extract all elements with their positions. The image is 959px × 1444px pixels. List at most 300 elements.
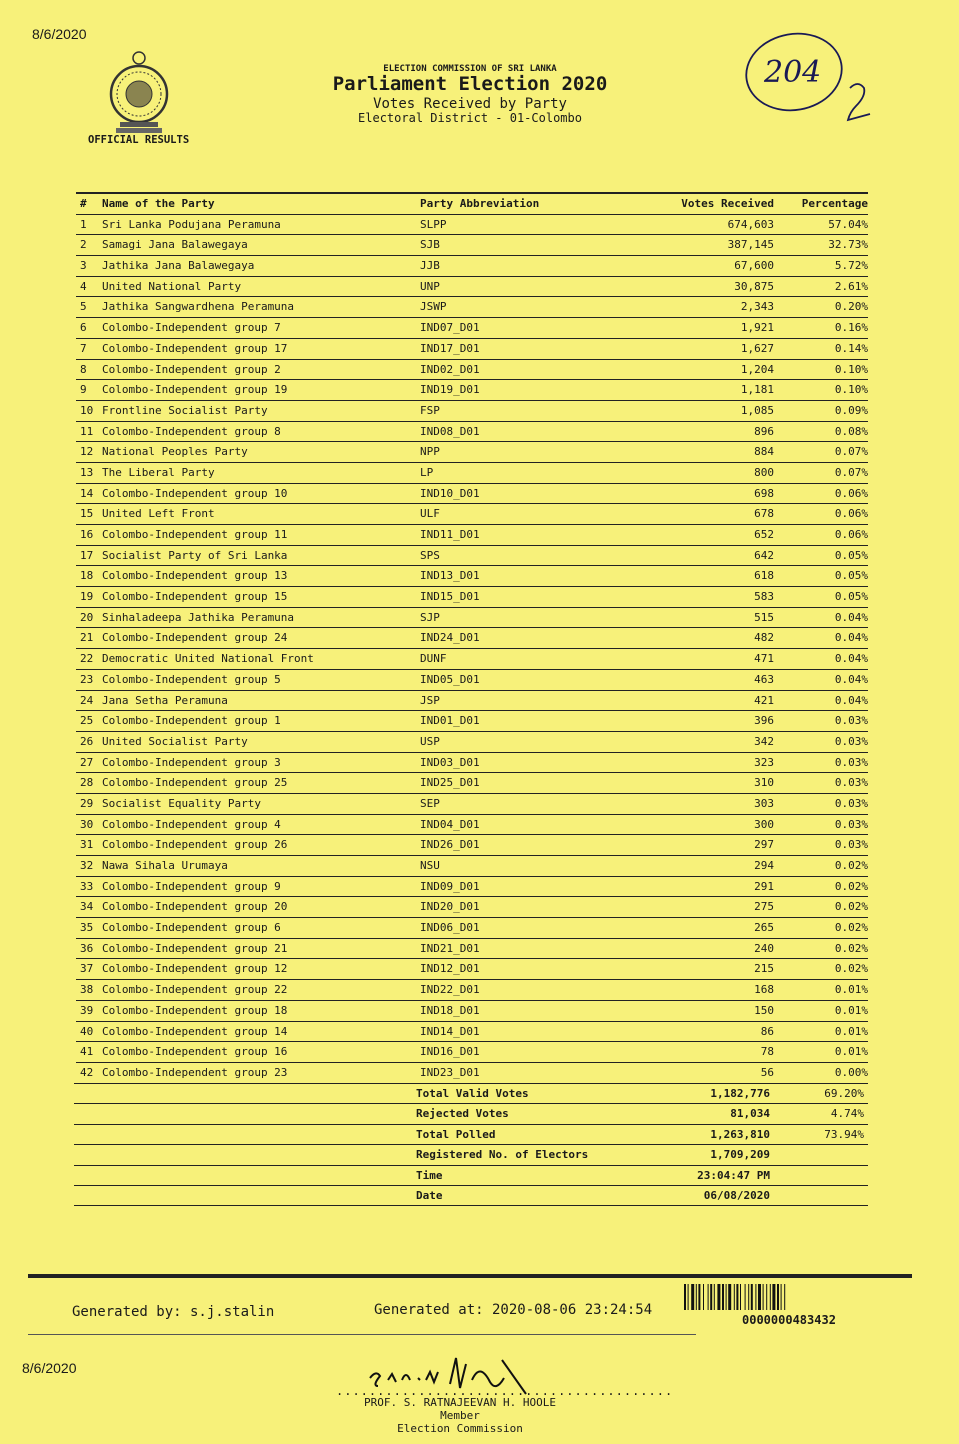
vote-percentage: 0.09% (834, 403, 868, 417)
party-abbreviation: IND19_D01 (420, 383, 480, 397)
party-name: Colombo-Independent group 19 (102, 383, 288, 397)
party-name: Socialist Party of Sri Lanka (102, 548, 288, 562)
row-number: 35 (80, 921, 94, 935)
vote-percentage: 5.72% (834, 259, 868, 273)
barcode-bar (710, 1284, 712, 1310)
votes-received: 678 (754, 507, 774, 521)
signatory-block (340, 1396, 580, 1436)
summary-value: 06/08/2020 (703, 1188, 770, 1202)
votes-received: 78 (760, 1045, 774, 1059)
barcode-bar (781, 1284, 782, 1310)
summary-label: Time (416, 1168, 443, 1182)
party-name: Colombo-Independent group 13 (102, 569, 288, 583)
barcode-bar (770, 1284, 771, 1310)
barcode-bar (755, 1284, 756, 1310)
votes-received: 150 (754, 1003, 774, 1017)
vote-percentage: 0.03% (834, 817, 868, 831)
party-name: Jathika Sangwardhena Peramuna (102, 300, 295, 314)
row-number: 4 (80, 279, 87, 293)
party-name: Colombo-Independent group 17 (102, 341, 288, 355)
summary-label: Total Polled (416, 1127, 496, 1141)
party-name: Colombo-Independent group 7 (102, 321, 281, 335)
votes-received: 583 (754, 590, 774, 604)
barcode-bar (696, 1284, 697, 1310)
party-abbreviation: IND05_D01 (420, 672, 480, 686)
party-abbreviation: IND20_D01 (420, 900, 480, 914)
table-row (76, 1063, 868, 1084)
table-row (76, 504, 868, 525)
election-title: Parliament Election 2020 (332, 73, 608, 96)
party-abbreviation: IND14_D01 (420, 1024, 480, 1038)
summary-label: Total Valid Votes (416, 1087, 529, 1100)
table-row (76, 877, 868, 898)
party-name: Colombo-Independent group 1 (102, 714, 281, 728)
summary-percentage: 73.94% (824, 1127, 864, 1141)
row-number: 40 (80, 1024, 94, 1038)
votes-received: 618 (754, 569, 774, 583)
row-number: 32 (80, 859, 94, 872)
barcode-bar (745, 1284, 746, 1310)
votes-received: 265 (754, 921, 774, 935)
table-row (76, 318, 868, 339)
table-row (76, 235, 868, 256)
barcode-bar (684, 1284, 686, 1310)
votes-received: 67,600 (734, 259, 774, 273)
party-name: Sinhaladeepa Jathika Peramuna (102, 610, 295, 624)
footer-divider (28, 1274, 912, 1278)
party-abbreviation: IND02_D01 (420, 362, 480, 376)
party-name: Democratic United National Front (102, 652, 314, 666)
vote-percentage: 0.01% (834, 1024, 868, 1038)
header-abbreviation: Party Abbreviation (420, 197, 540, 210)
summary-row (74, 1084, 868, 1104)
party-name: Colombo-Independent group 20 (102, 900, 288, 914)
vote-percentage: 0.03% (834, 838, 868, 852)
party-abbreviation: IND24_D01 (420, 631, 480, 645)
table-row (76, 753, 868, 774)
row-number: 2 (80, 238, 87, 252)
table-row (76, 360, 868, 381)
vote-percentage: 0.02% (834, 859, 868, 872)
row-number: 27 (80, 755, 94, 769)
table-row (76, 339, 868, 360)
barcode-bar (748, 1284, 749, 1310)
print-date-top: 8/6/2020 (32, 26, 87, 42)
summary-label: Rejected Votes (416, 1107, 509, 1121)
row-number: 33 (80, 879, 94, 893)
votes-received: 482 (754, 631, 774, 645)
party-abbreviation: IND07_D01 (420, 321, 480, 335)
vote-percentage: 0.06% (834, 486, 868, 500)
sri-lanka-emblem-icon (106, 50, 172, 136)
party-abbreviation: USP (420, 734, 440, 748)
table-row (76, 1022, 868, 1043)
commission-name: ELECTION COMMISSION OF SRI LANKA (383, 64, 557, 74)
vote-percentage: 0.16% (834, 321, 868, 335)
party-name: Colombo-Independent group 9 (102, 879, 281, 893)
table-row (76, 897, 868, 918)
row-number: 25 (80, 714, 94, 728)
party-name: Colombo-Independent group 10 (102, 486, 288, 500)
vote-percentage: 0.06% (834, 507, 868, 521)
vote-percentage: 0.07% (834, 445, 868, 459)
party-abbreviation: ULF (420, 507, 440, 521)
row-number: 38 (80, 983, 94, 997)
summary-percentage: 69.20% (824, 1087, 864, 1100)
summary-table (74, 1083, 868, 1206)
row-number: 17 (80, 548, 94, 562)
votes-received: 310 (754, 776, 774, 790)
votes-received: 86 (760, 1024, 774, 1038)
party-name: Colombo-Independent group 3 (102, 755, 281, 769)
vote-percentage: 0.04% (834, 672, 868, 686)
barcode-bar (726, 1284, 727, 1310)
party-abbreviation: IND09_D01 (420, 879, 480, 893)
party-abbreviation: JSP (420, 693, 440, 707)
table-body (76, 215, 868, 1084)
summary-row (74, 1145, 868, 1165)
vote-percentage: 0.01% (834, 1003, 868, 1017)
vote-percentage: 2.61% (834, 279, 868, 293)
row-number: 41 (80, 1045, 94, 1059)
table-row (76, 732, 868, 753)
row-number: 26 (80, 734, 94, 748)
row-number: 7 (80, 341, 87, 355)
votes-received: 240 (754, 941, 774, 955)
table-row (76, 628, 868, 649)
party-abbreviation: IND18_D01 (420, 1003, 480, 1017)
vote-percentage: 0.03% (834, 714, 868, 728)
party-abbreviation: NPP (420, 445, 440, 459)
summary-value: 23:04:47 PM (697, 1168, 770, 1182)
party-abbreviation: IND04_D01 (420, 817, 480, 831)
votes-received: 323 (754, 755, 774, 769)
table-row (76, 773, 868, 794)
barcode-icon (684, 1284, 902, 1310)
votes-received: 896 (754, 424, 774, 438)
header-votes: Votes Received (681, 197, 774, 210)
vote-percentage: 0.02% (834, 941, 868, 955)
summary-label: Date (416, 1188, 443, 1202)
party-abbreviation: IND12_D01 (420, 962, 480, 976)
votes-received: 275 (754, 900, 774, 914)
vote-percentage: 0.01% (834, 1045, 868, 1059)
party-abbreviation: SJP (420, 610, 440, 624)
party-name: Colombo-Independent group 6 (102, 921, 281, 935)
row-number: 20 (80, 610, 94, 624)
handwritten-page-number (742, 26, 882, 126)
summary-row (74, 1125, 868, 1145)
row-number: 23 (80, 672, 94, 686)
table-row (76, 422, 868, 443)
party-abbreviation: FSP (420, 403, 440, 417)
barcode-bar (736, 1284, 738, 1310)
party-abbreviation: SEP (420, 796, 440, 810)
party-abbreviation: IND21_D01 (420, 941, 480, 955)
votes-received: 1,921 (740, 321, 774, 335)
table-row (76, 835, 868, 856)
row-number: 29 (80, 796, 94, 810)
vote-percentage: 0.01% (834, 983, 868, 997)
row-number: 34 (80, 900, 94, 914)
barcode-bar (784, 1284, 785, 1310)
party-name: United Left Front (102, 507, 215, 521)
barcode-bar (740, 1284, 741, 1310)
summary-row (74, 1186, 868, 1206)
table-row (76, 256, 868, 277)
party-name: Colombo-Independent group 5 (102, 672, 281, 686)
party-abbreviation: JJB (420, 259, 440, 273)
summary-row (74, 1166, 868, 1186)
table-row (76, 1042, 868, 1063)
row-number: 6 (80, 321, 87, 335)
party-abbreviation: IND01_D01 (420, 714, 480, 728)
row-number: 28 (80, 776, 94, 790)
vote-percentage: 0.05% (834, 569, 868, 583)
table-row (76, 546, 868, 567)
party-abbreviation: IND10_D01 (420, 486, 480, 500)
barcode-bar (691, 1284, 694, 1310)
row-number: 14 (80, 486, 94, 500)
vote-percentage: 0.02% (834, 879, 868, 893)
party-abbreviation: IND16_D01 (420, 1045, 480, 1059)
barcode-bar (766, 1284, 767, 1310)
votes-received: 1,204 (740, 362, 774, 376)
votes-received: 471 (754, 652, 774, 666)
table-row (76, 670, 868, 691)
row-number: 11 (80, 424, 94, 438)
table-row (76, 566, 868, 587)
table-row (76, 297, 868, 318)
generated-at: Generated at: 2020-08-06 23:24:54 (374, 1302, 653, 1318)
party-abbreviation: IND22_D01 (420, 983, 480, 997)
votes-received: 297 (754, 838, 774, 852)
signatory-role: Member (440, 1409, 480, 1423)
party-abbreviation: IND03_D01 (420, 755, 480, 769)
party-abbreviation: DUNF (420, 652, 447, 666)
header-percentage: Percentage (801, 197, 868, 210)
party-abbreviation: LP (420, 465, 434, 479)
vote-percentage: 0.10% (834, 362, 868, 376)
party-name: Colombo-Independent group 15 (102, 590, 288, 604)
row-number: 3 (80, 259, 87, 273)
party-name: Colombo-Independent group 24 (102, 631, 288, 645)
votes-received: 300 (754, 817, 774, 831)
row-number: 1 (80, 217, 87, 231)
party-abbreviation: IND23_D01 (420, 1065, 480, 1079)
vote-percentage: 0.04% (834, 610, 868, 624)
signatory-name: PROF. S. RATNAJEEVAN H. HOOLE (363, 1396, 557, 1409)
summary-value: 1,263,810 (710, 1127, 770, 1141)
vote-percentage: 0.02% (834, 962, 868, 976)
party-name: Colombo-Independent group 25 (102, 776, 288, 790)
party-name: Jana Setha Peramuna (102, 693, 228, 707)
vote-percentage: 0.02% (834, 921, 868, 935)
vote-percentage: 0.04% (834, 631, 868, 645)
party-abbreviation: NSU (420, 859, 440, 872)
barcode-bar (698, 1284, 700, 1310)
party-abbreviation: IND15_D01 (420, 590, 480, 604)
party-name: United Socialist Party (102, 734, 248, 748)
votes-received: 2,343 (740, 300, 774, 314)
document-header (300, 64, 640, 126)
handwritten-number: 204 (764, 55, 822, 90)
vote-percentage: 0.08% (834, 424, 868, 438)
votes-received: 800 (754, 465, 774, 479)
vote-percentage: 0.03% (834, 734, 868, 748)
votes-received: 291 (754, 879, 774, 893)
print-date-bottom: 8/6/2020 (22, 1360, 77, 1376)
votes-received: 168 (754, 983, 774, 997)
votes-received: 698 (754, 486, 774, 500)
party-abbreviation: SJB (420, 238, 440, 252)
table-row (76, 442, 868, 463)
vote-percentage: 0.05% (834, 548, 868, 562)
vote-percentage: 0.02% (834, 900, 868, 914)
summary-value: 1,709,209 (710, 1148, 770, 1162)
row-number: 37 (80, 962, 94, 976)
table-row (76, 711, 868, 732)
vote-percentage: 0.05% (834, 590, 868, 604)
votes-received: 30,875 (734, 279, 774, 293)
party-name: Colombo-Independent group 8 (102, 424, 281, 438)
report-title: Votes Received by Party (373, 96, 567, 113)
votes-received: 396 (754, 714, 774, 728)
footer-thin-divider (28, 1334, 696, 1335)
table-row (76, 815, 868, 836)
row-number: 36 (80, 941, 94, 955)
party-name: Jathika Jana Balawegaya (102, 259, 255, 273)
votes-received: 1,181 (740, 383, 774, 397)
row-number: 13 (80, 465, 94, 479)
table-row (76, 463, 868, 484)
official-results-label: OFFICIAL RESULTS (88, 134, 190, 146)
summary-value: 81,034 (730, 1107, 770, 1121)
row-number: 39 (80, 1003, 94, 1017)
table-row (76, 856, 868, 877)
table-row (76, 691, 868, 712)
vote-percentage: 0.03% (834, 776, 868, 790)
table-header-row (76, 192, 868, 215)
party-name: Colombo-Independent group 16 (102, 1045, 288, 1059)
barcode-bar (777, 1284, 779, 1310)
party-abbreviation: JSWP (420, 300, 447, 314)
barcode-bar (772, 1284, 775, 1310)
barcode-bar (708, 1284, 709, 1310)
vote-percentage: 32.73% (828, 238, 868, 252)
summary-percentage: 4.74% (830, 1107, 864, 1121)
electoral-district: Electoral District - 01-Colombo (358, 111, 582, 126)
row-number: 22 (80, 652, 94, 666)
row-number: 31 (80, 838, 94, 852)
party-name: Samagi Jana Balawegaya (102, 238, 248, 252)
row-number: 30 (80, 817, 94, 831)
votes-received: 642 (754, 548, 774, 562)
row-number: 21 (80, 631, 94, 645)
table-row (76, 215, 868, 236)
barcode-bar (717, 1284, 720, 1310)
barcode-bar (763, 1284, 764, 1310)
row-number: 15 (80, 507, 94, 521)
table-row (76, 608, 868, 629)
barcode-bar (758, 1284, 761, 1310)
votes-received: 1,627 (740, 341, 774, 355)
row-number: 24 (80, 693, 94, 707)
votes-received: 56 (760, 1065, 774, 1079)
header-party-name: Name of the Party (102, 197, 215, 210)
barcode-bar (703, 1284, 704, 1310)
table-row (76, 1001, 868, 1022)
generated-by: Generated by: s.j.stalin (72, 1304, 275, 1320)
votes-received: 303 (754, 796, 774, 810)
table-row (76, 380, 868, 401)
signature-line: ......................................... (336, 1384, 674, 1398)
vote-percentage: 0.03% (834, 796, 868, 810)
table-row (76, 959, 868, 980)
votes-received: 294 (754, 859, 774, 872)
party-name: Sri Lanka Podujana Peramuna (102, 217, 281, 231)
table-row (76, 939, 868, 960)
party-name: Colombo-Independent group 18 (102, 1003, 288, 1017)
party-name: Frontline Socialist Party (102, 403, 268, 417)
party-abbreviation: SLPP (420, 217, 447, 231)
vote-percentage: 0.00% (834, 1065, 868, 1079)
row-number: 8 (80, 362, 87, 376)
party-name: Colombo-Independent group 23 (102, 1065, 288, 1079)
table-row (76, 401, 868, 422)
summary-row (74, 1104, 868, 1124)
party-abbreviation: UNP (420, 279, 440, 293)
table-row (76, 277, 868, 298)
party-name: Colombo-Independent group 11 (102, 528, 288, 541)
vote-percentage: 0.03% (834, 755, 868, 769)
vote-percentage: 0.04% (834, 652, 868, 666)
party-name: Colombo-Independent group 12 (102, 962, 288, 976)
party-abbreviation: IND11_D01 (420, 528, 480, 541)
party-name: Colombo-Independent group 22 (102, 983, 288, 997)
votes-received: 1,085 (740, 403, 774, 417)
vote-percentage: 0.20% (834, 300, 868, 314)
barcode-bar (751, 1284, 753, 1310)
party-abbreviation: SPS (420, 548, 440, 562)
table-row (76, 525, 868, 546)
votes-received: 884 (754, 445, 774, 459)
votes-received: 215 (754, 962, 774, 976)
party-name: The Liberal Party (102, 465, 215, 479)
votes-received: 652 (754, 528, 774, 541)
party-abbreviation: IND17_D01 (420, 341, 480, 355)
votes-received: 421 (754, 693, 774, 707)
barcode-bar (728, 1284, 731, 1310)
table-row (76, 794, 868, 815)
vote-percentage: 0.10% (834, 383, 868, 397)
party-name: United National Party (102, 279, 242, 293)
party-name: Colombo-Independent group 14 (102, 1024, 288, 1038)
summary-label: Registered No. of Electors (416, 1148, 589, 1162)
party-abbreviation: IND26_D01 (420, 838, 480, 852)
party-name: Nawa Sihala Urumaya (102, 859, 228, 872)
votes-received: 515 (754, 610, 774, 624)
party-name: Colombo-Independent group 21 (102, 941, 288, 955)
row-number: 9 (80, 383, 87, 397)
votes-received: 674,603 (727, 217, 774, 231)
party-results-table (76, 192, 868, 1084)
header-number: # (80, 197, 87, 210)
barcode-bar (722, 1284, 724, 1310)
row-number: 19 (80, 590, 94, 604)
row-number: 16 (80, 528, 94, 541)
vote-percentage: 57.04% (828, 217, 868, 231)
